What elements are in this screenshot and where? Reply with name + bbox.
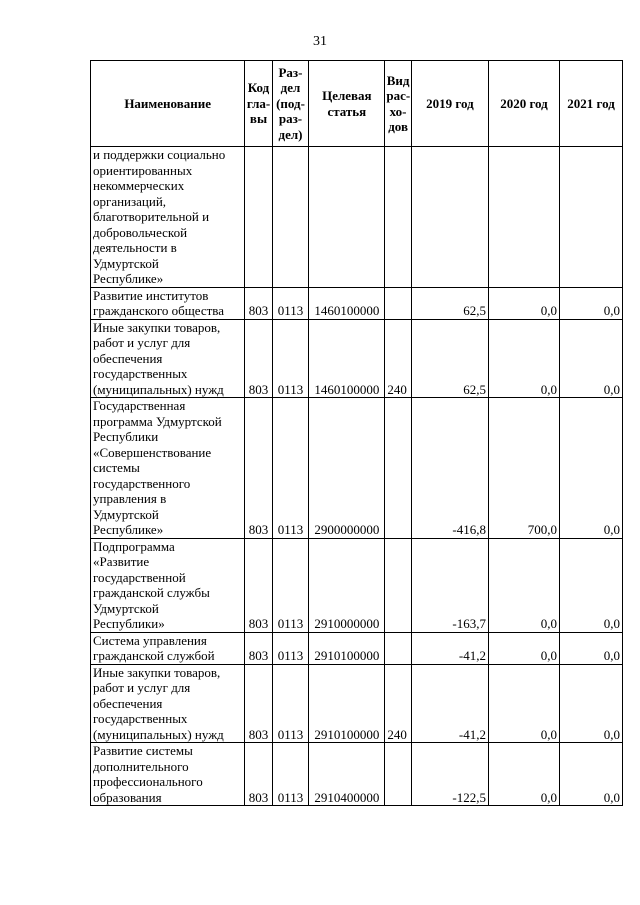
row-statya-cell: 2910100000 <box>309 632 385 664</box>
row-2019-cell: -122,5 <box>411 743 488 806</box>
row-vid-cell <box>385 538 411 632</box>
row-kod-cell: 803 <box>245 632 272 664</box>
row-vid-cell <box>385 632 411 664</box>
row-2021-cell <box>560 147 623 288</box>
header-vid: Вид рас- хо- дов <box>385 61 411 147</box>
row-2021-cell: 0,0 <box>560 538 623 632</box>
row-statya-cell <box>309 147 385 288</box>
row-name-cell: Подпрограмма «Развитие государственной гражданской службы Удмуртской Республики» <box>91 538 245 632</box>
budget-table <box>90 60 623 806</box>
row-2020-cell: 0,0 <box>488 632 559 664</box>
row-kod-cell: 803 <box>245 743 272 806</box>
row-2019-cell: -163,7 <box>411 538 488 632</box>
header-statya: Целевая статья <box>309 61 385 147</box>
row-2021-cell: 0,0 <box>560 743 623 806</box>
row-2021-cell: 0,0 <box>560 319 623 398</box>
header-razdel: Раз- дел (под- раз- дел) <box>272 61 309 147</box>
row-name-cell: и поддержки социально ориентированных некоммерческих организаций, благотворительной и добровольческой деятельности в Удмуртской Республике» <box>91 147 245 288</box>
row-razdel-cell: 0113 <box>272 664 309 743</box>
header-name: Наименование <box>91 61 245 147</box>
row-name-cell: Система управления гражданской службой <box>91 632 245 664</box>
row-razdel-cell: 0113 <box>272 743 309 806</box>
row-2020-cell: 0,0 <box>488 287 559 319</box>
row-vid-cell: 240 <box>385 664 411 743</box>
row-2020-cell: 0,0 <box>488 664 559 743</box>
table-row <box>91 743 623 806</box>
header-kod: Код гла- вы <box>245 61 272 147</box>
row-vid-cell <box>385 398 411 539</box>
header-2020: 2020 год <box>488 61 559 147</box>
row-statya-cell: 2910400000 <box>309 743 385 806</box>
page-number: 31 <box>313 34 327 49</box>
row-2021-cell: 0,0 <box>560 287 623 319</box>
row-kod-cell: 803 <box>245 664 272 743</box>
row-razdel-cell: 0113 <box>272 319 309 398</box>
row-kod-cell: 803 <box>245 287 272 319</box>
row-vid-cell: 240 <box>385 319 411 398</box>
row-name-cell: Развитие институтов гражданского общества <box>91 287 245 319</box>
row-2020-cell: 0,0 <box>488 319 559 398</box>
row-2019-cell: -41,2 <box>411 664 488 743</box>
row-2021-cell: 0,0 <box>560 664 623 743</box>
row-vid-cell <box>385 743 411 806</box>
table-row <box>91 319 623 398</box>
row-2020-cell <box>488 147 559 288</box>
row-razdel-cell: 0113 <box>272 287 309 319</box>
row-razdel-cell <box>272 147 309 288</box>
row-2019-cell: 62,5 <box>411 319 488 398</box>
row-name-cell: Государственная программа Удмуртской Республики «Совершенствование системы государственного управления в Удмуртской Республике» <box>91 398 245 539</box>
table-row <box>91 632 623 664</box>
row-statya-cell: 2910100000 <box>309 664 385 743</box>
row-2019-cell <box>411 147 488 288</box>
row-2020-cell: 700,0 <box>488 398 559 539</box>
row-statya-cell: 2900000000 <box>309 398 385 539</box>
row-razdel-cell: 0113 <box>272 398 309 539</box>
row-kod-cell: 803 <box>245 319 272 398</box>
row-statya-cell: 1460100000 <box>309 319 385 398</box>
row-statya-cell: 1460100000 <box>309 287 385 319</box>
row-2019-cell: -41,2 <box>411 632 488 664</box>
header-2019: 2019 год <box>411 61 488 147</box>
row-name-cell: Иные закупки товаров, работ и услуг для обеспечения государственных (муниципальных) нужд <box>91 319 245 398</box>
row-kod-cell <box>245 147 272 288</box>
row-razdel-cell: 0113 <box>272 632 309 664</box>
table-row <box>91 147 623 288</box>
table-row <box>91 538 623 632</box>
row-statya-cell: 2910000000 <box>309 538 385 632</box>
table-header-row <box>91 61 623 147</box>
row-name-cell: Иные закупки товаров, работ и услуг для обеспечения государственных (муниципальных) нужд <box>91 664 245 743</box>
row-2019-cell: 62,5 <box>411 287 488 319</box>
row-kod-cell: 803 <box>245 398 272 539</box>
row-kod-cell: 803 <box>245 538 272 632</box>
table-row <box>91 664 623 743</box>
row-2019-cell: -416,8 <box>411 398 488 539</box>
row-2020-cell: 0,0 <box>488 743 559 806</box>
row-name-cell: Развитие системы дополнительного профессионального образования <box>91 743 245 806</box>
row-vid-cell <box>385 147 411 288</box>
row-razdel-cell: 0113 <box>272 538 309 632</box>
row-2020-cell: 0,0 <box>488 538 559 632</box>
table-row <box>91 398 623 539</box>
row-vid-cell <box>385 287 411 319</box>
table-row <box>91 287 623 319</box>
header-2021: 2021 год <box>560 61 623 147</box>
row-2021-cell: 0,0 <box>560 632 623 664</box>
row-2021-cell: 0,0 <box>560 398 623 539</box>
